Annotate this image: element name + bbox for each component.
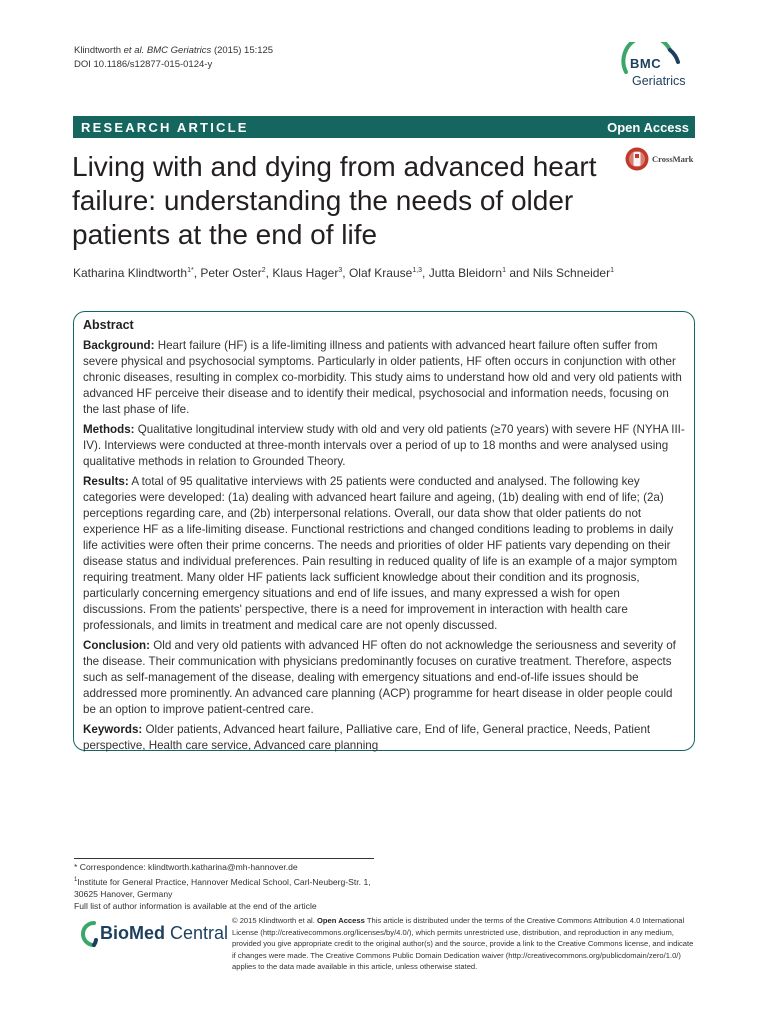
abstract-text: Qualitative longitudinal interview study with old and very old patients (≥70 years) with severe HF (NYHA III-IV). Interviews were conducted at three-month intervals over a period of up to 18 months and were analysed using qualitative methods in relation to Grounded Theory. — [83, 423, 685, 468]
license-open-access: Open Access — [316, 916, 365, 925]
author-name: Nils Schneider — [532, 266, 611, 280]
affiliation-number: 1 — [74, 876, 78, 883]
biomed-swoosh-icon — [74, 920, 98, 948]
abstract-label: Background: — [83, 339, 155, 352]
citation-doi: DOI 10.1186/s12877-015-0124-y — [74, 59, 213, 70]
abstract-box — [73, 311, 695, 751]
correspondence-email[interactable]: * Correspondence: klindtworth.katharina@mh-hannover.de — [74, 862, 298, 872]
author-affiliation: 1* — [187, 267, 194, 274]
citation-author: Klindtworth — [74, 45, 121, 56]
author-info-note: Full list of author information is available at the end of the article — [74, 901, 317, 912]
author-name: Jutta Bleidorn — [428, 266, 503, 280]
article-type: RESEARCH ARTICLE — [81, 119, 249, 135]
crossmark-label: CrossMark — [652, 154, 694, 164]
abstract-label: Methods: — [83, 423, 135, 436]
author-separator: , — [422, 266, 429, 280]
abstract-heading: Abstract — [83, 318, 134, 332]
author-separator: , — [265, 266, 273, 280]
author-affiliation: 2 — [261, 267, 266, 274]
author-separator: and — [506, 266, 533, 280]
abstract-label: Results: — [83, 475, 129, 488]
author-list — [73, 266, 614, 280]
open-access-label: Open Access — [607, 119, 689, 135]
crossmark-badge[interactable] — [624, 146, 704, 172]
license-text — [232, 915, 696, 973]
citation-year: (2015) 15:125 — [213, 45, 274, 56]
abstract-text: Older patients, Advanced heart failure, Palliative care, End of life, General practice, Needs, Patient perspective, Health care service, Advanced care planning — [83, 723, 651, 752]
citation-line — [74, 44, 273, 58]
abstract-label: Keywords: — [83, 723, 143, 736]
affiliation-text: Institute for General Practice, Hannover Medical School, Carl-Neuberg-Str. 1, 30625 Hanover, Germany — [74, 876, 371, 899]
abstract-results — [83, 474, 686, 634]
abstract-text: Old and very old patients with advanced HF often do not acknowledge the seriousness and severity of the disease. Their communication with physicians predominantly focuses on curative treatment. Therefore, aspects such as self-management of the disease, dealing with emergency situations and end-of-life issues should be addressed more prominently. An advanced care planning (ACP) programme for heart disease in older people could be an option to improve patient-centred care. — [83, 639, 676, 716]
author-separator: , — [193, 266, 201, 280]
journal-logo — [618, 42, 700, 98]
author-affiliation: 1,3 — [412, 267, 423, 274]
publisher-name-regular: Central — [165, 923, 229, 943]
author-name: Katharina Klindtworth — [73, 266, 188, 280]
abstract-label: Conclusion: — [83, 639, 150, 652]
author-name: Peter Oster — [200, 266, 262, 280]
abstract-background — [83, 338, 686, 418]
abstract-methods — [83, 422, 686, 470]
footnotes — [74, 858, 374, 913]
author-affiliation: 3 — [338, 267, 343, 274]
abstract-text: A total of 95 qualitative interviews with 25 patients were conducted and analysed. The following key categories were developed: (1a) dealing with advanced heart failure and ageing, (1b) dealing with end of life; (2a) perceptions regarding care, and (2b) interpersonal relations. Overall, our data show that older patients do not experience HF as a life-limiting disease. Functional restrictions and changed conditions leading to problems in daily life activities were often their prime concerns. The needs and priorities of older HF patients vary depending on their disease status and individual preferences. Pain resulting in reduced quality of life is an example of a major symptom requiring treatment. Many older HF patients lack sufficient knowledge about their condition and its prognosis, particularly concerning emergency situations and end of life issues, and many expressed a wish for open discussions. From the patients' perspective, there is a need for improvement in interaction with health care professionals, and limits in treatment and medical care are not openly discussed. — [83, 475, 678, 632]
abstract-text: Heart failure (HF) is a life-limiting illness and patients with advanced heart failure often suffer from severe physical and psychosocial symptoms. Particularly in older patients, HF often occurs in conjunction with other chronic diseases, resulting in complex co-morbidity. This study aims to understand how old and very old patients with advanced HF perceive their disease and to identify their medical, psychosocial and information needs, focusing on the last phase of life. — [83, 339, 682, 416]
affiliation-note — [74, 874, 374, 901]
citation-etal: et al. — [123, 45, 145, 56]
article-title: Living with and dying from advanced heart failure: understanding the needs of older patients at the end of life — [72, 151, 597, 250]
author-name: Klaus Hager — [272, 266, 339, 280]
citation-header — [74, 44, 273, 72]
license-copyright: © 2015 Klindtworth et al. — [232, 916, 315, 925]
crossmark-icon — [624, 146, 650, 172]
author-affiliation: 1 — [610, 267, 614, 274]
journal-logo-bmc: BMC — [630, 56, 662, 71]
publisher-name — [100, 923, 228, 944]
abstract-conclusion — [83, 638, 686, 718]
author-affiliation: 1 — [502, 267, 507, 274]
publisher-name-bold: BioMed — [100, 923, 165, 943]
publisher-logo — [74, 918, 229, 952]
footnote-rule — [74, 858, 374, 859]
author-name: Olaf Krause — [348, 266, 413, 280]
author-separator: , — [342, 266, 349, 280]
abstract-keywords — [83, 722, 686, 754]
journal-logo-name: Geriatrics — [632, 74, 686, 88]
license-body: This article is distributed under the terms of the Creative Commons Attribution 4.0 International License (http://creativecommons.org/licenses/by/4.0/), which permits unrestricted use, distribution, and reproduction in any medium, provided you give appropriate credit to the original author(s) and the source, provide a link to the Creative Commons license, and indicate if changes were made. The Creative Commons Public Domain Dedication waiver (http://creativecommons.org/publicdomain/zero/1.0/) applies to the data made available in this article, unless otherwise stated. — [232, 916, 694, 972]
citation-journal: BMC Geriatrics — [146, 45, 212, 56]
article-type-banner — [73, 116, 695, 138]
